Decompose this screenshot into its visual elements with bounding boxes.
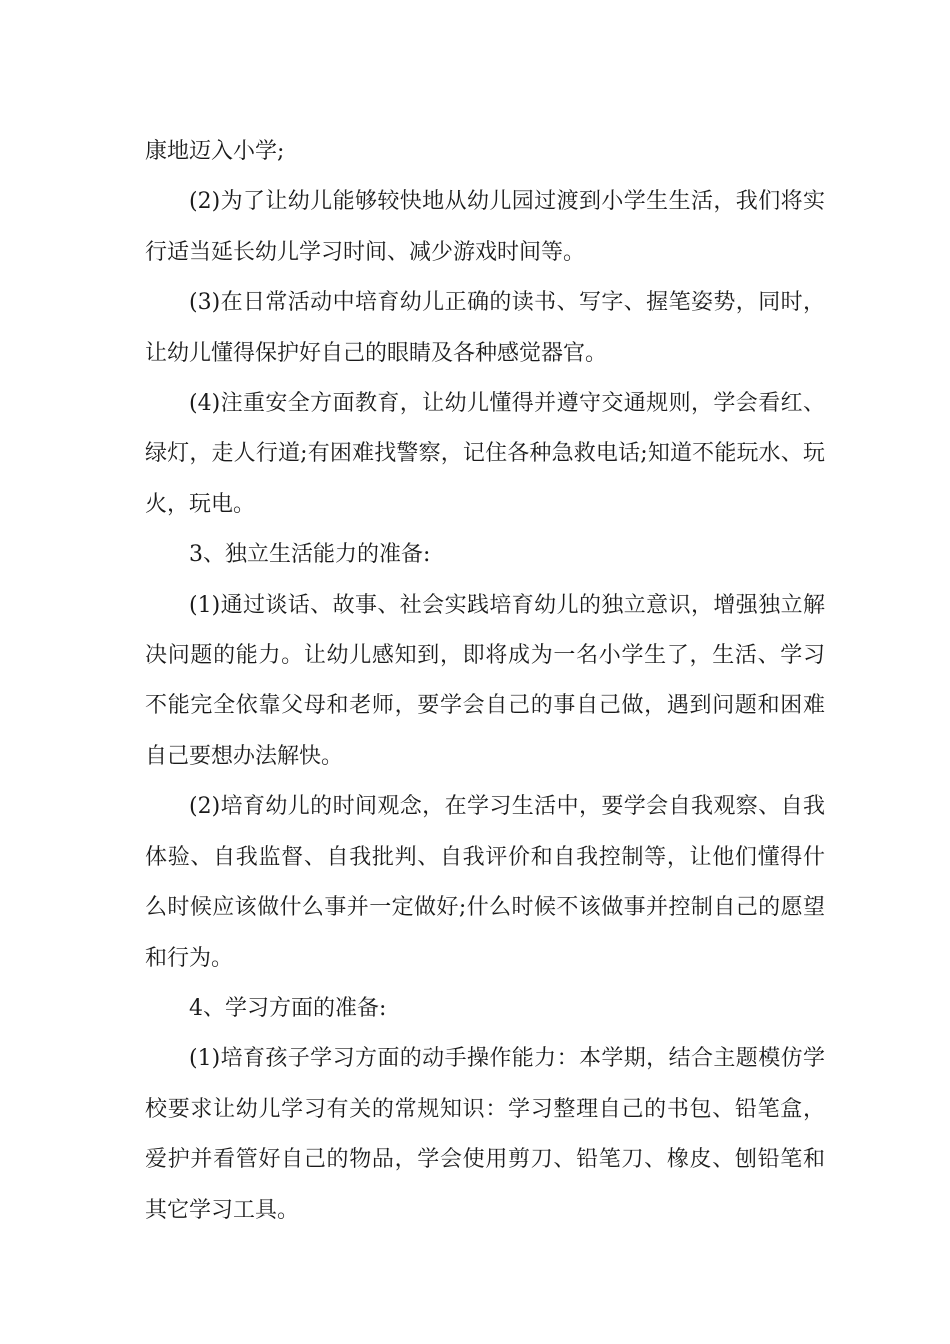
paragraph-continuation: 康地迈入小学; [145,139,285,164]
section-heading-independent-living: 3、独立生活能力的准备: [189,542,431,568]
paragraph-independent-item-1: (1)通过谈话、故事、社会实践培育幼儿的独立意识，增强独立解决问题的能力。让幼儿感知到，即将成为一名小学生了，生活、学习不能完全依靠父母和老师，要学会自己的事自己做，遇到问题和困难自己要想办法解快。 [145,592,825,769]
paragraph-item-3: (3)在日常活动中培育幼儿正确的读书、写字、握笔姿势，同时，让幼儿懂得保护好自己的眼睛及各种感觉器官。 [145,290,825,366]
paragraph-item-2: (2)为了让幼儿能够较快地从幼儿园过渡到小学生生活，我们将实行适当延长幼儿学习时间、减少游戏时间等。 [145,189,825,265]
paragraph-item-4: (4)注重安全方面教育，让幼儿懂得并遵守交通规则，学会看红、绿灯，走人行道;有困难找警察，记住各种急救电话;知道不能玩水、玩火，玩电。 [145,391,825,517]
paragraph-learning-item-1: (1)培育孩子学习方面的动手操作能力：本学期，结合主题模仿学校要求让幼儿学习有关的常规知识：学习整理自己的书包、铅笔盒，爱护并看管好自己的物品，学会使用剪刀、铅笔刀、橡皮、刨铅笔和其它学习工具。 [145,1046,825,1223]
document-body [145,127,825,1236]
paragraph-independent-item-2: (2)培育幼儿的时间观念，在学习生活中，要学会自我观察、自我体验、自我监督、自我批判、自我评价和自我控制等，让他们懂得什么时候应该做什么事并一定做好;什么时候不该做事并控制自己的愿望和行为。 [145,794,825,971]
section-heading-learning: 4、学习方面的准备: [189,995,387,1021]
